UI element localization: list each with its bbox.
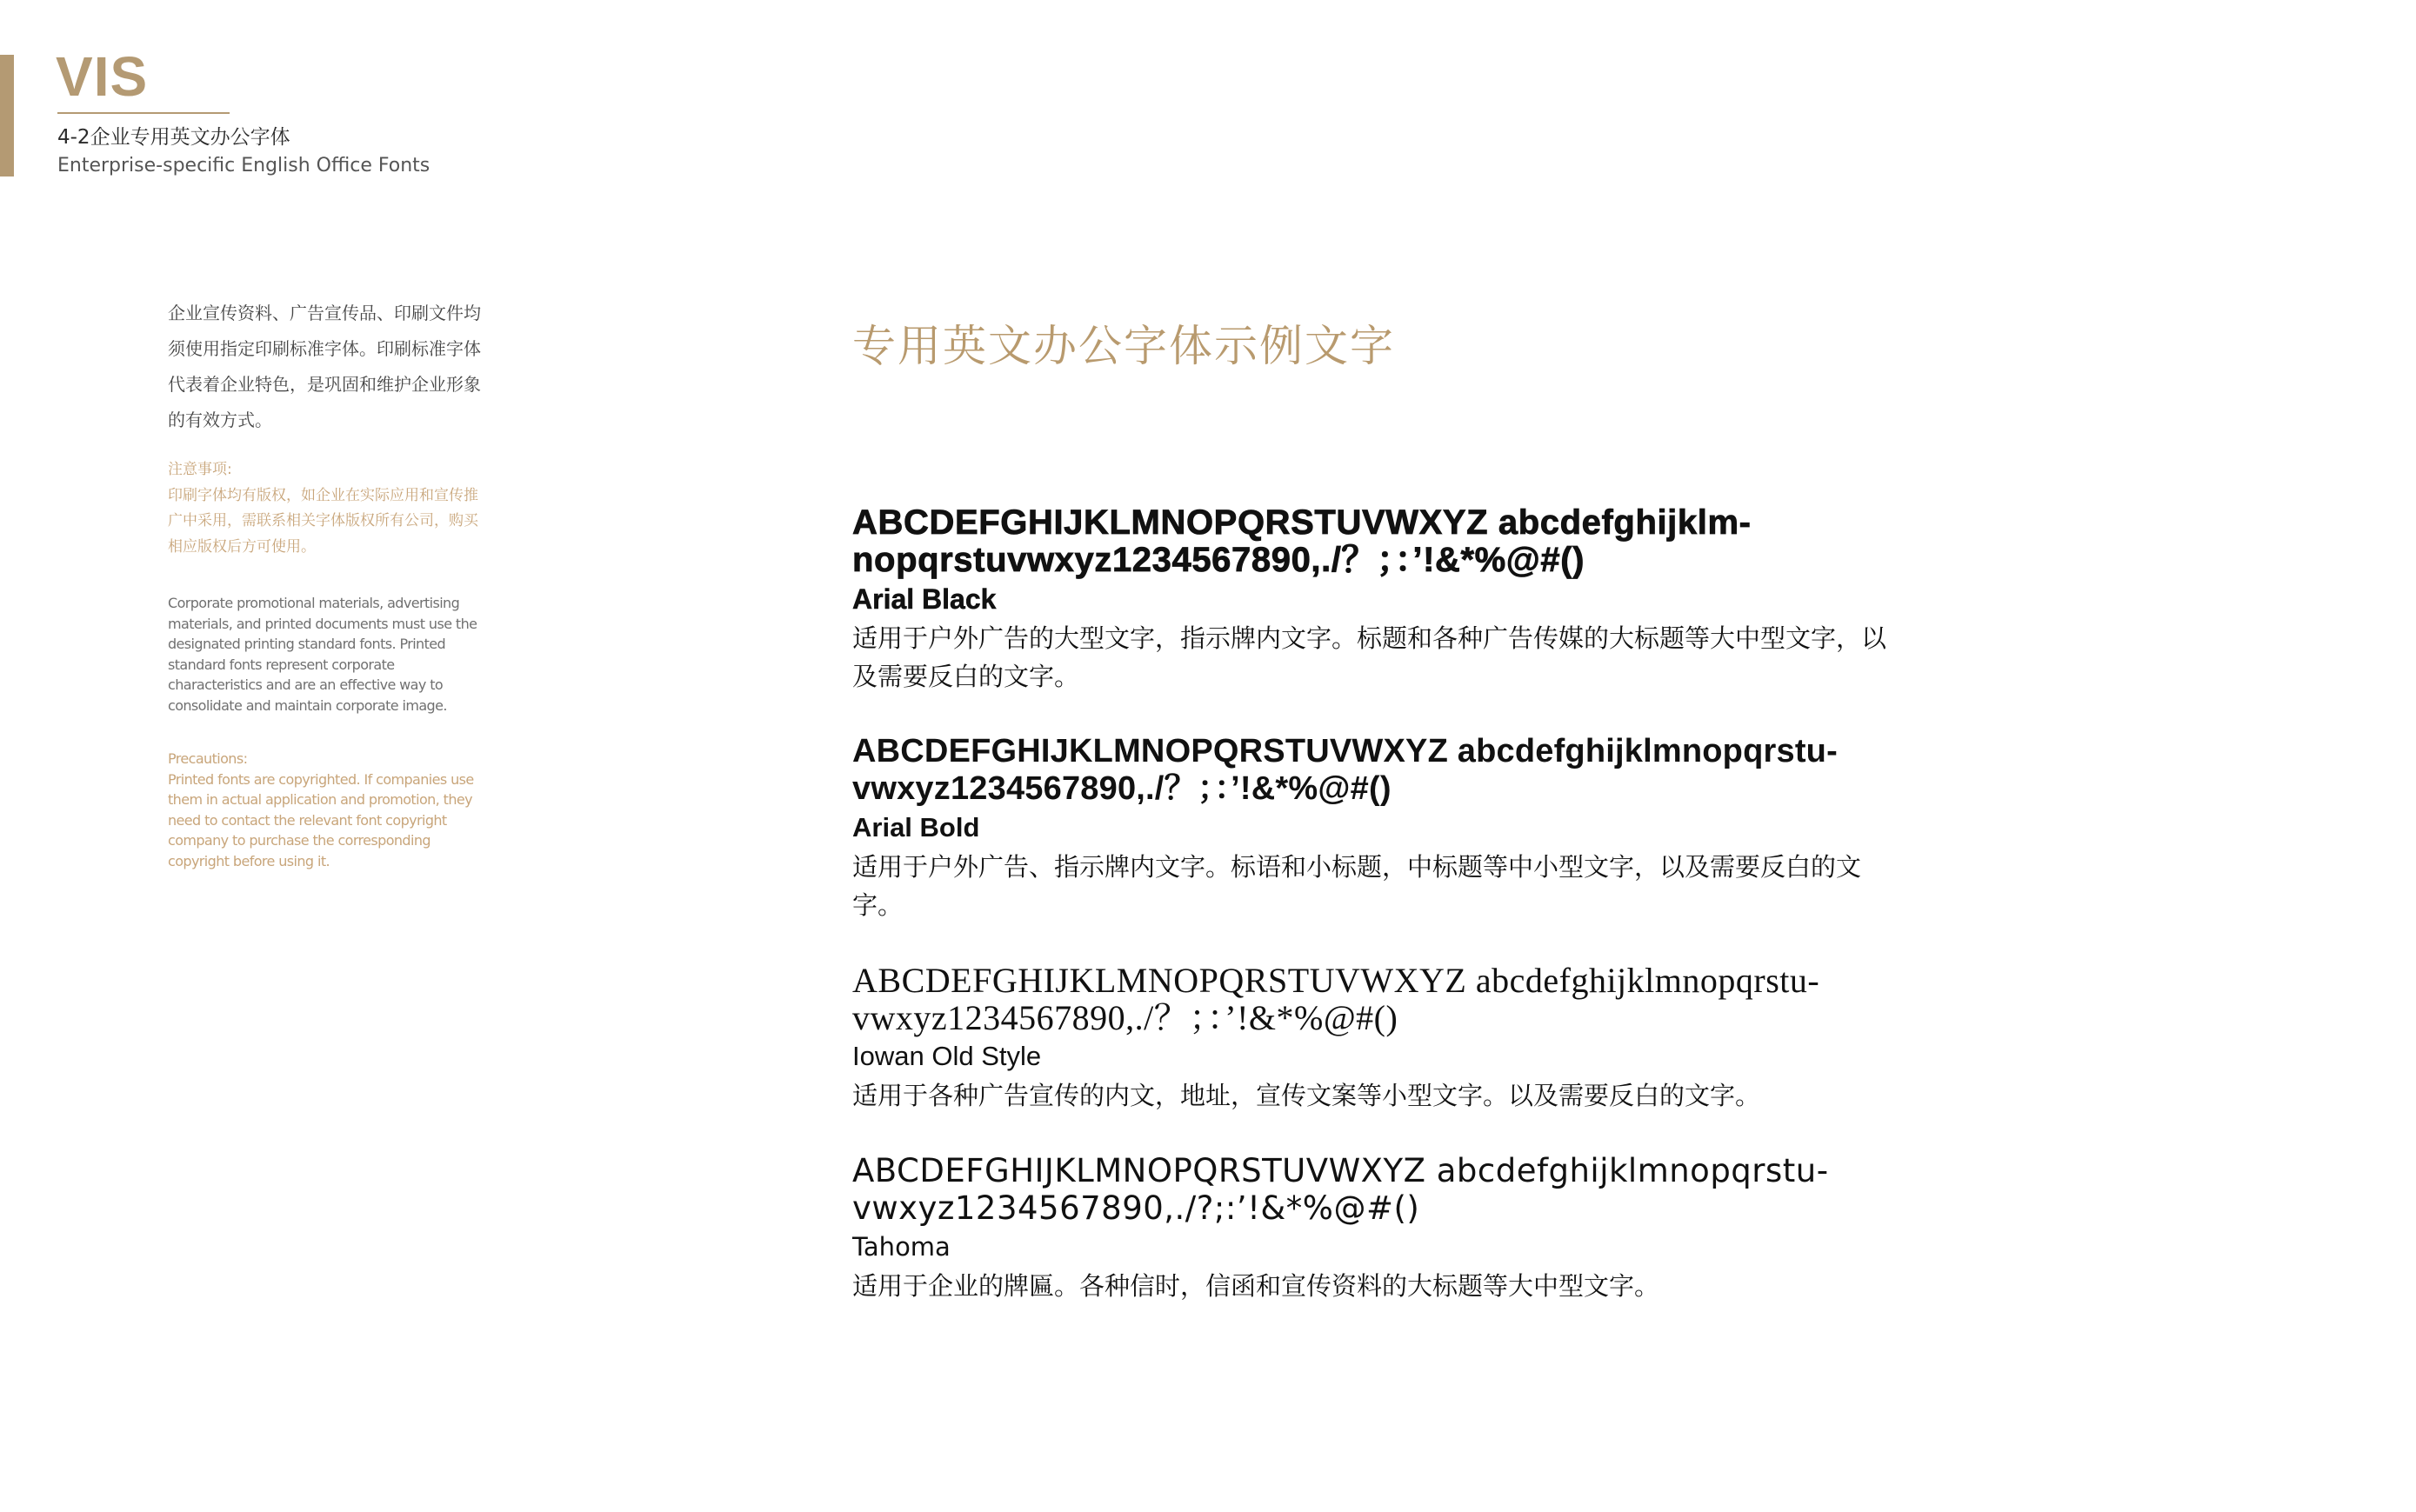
font-name: Iowan Old Style	[852, 1041, 1042, 1071]
sample-glyphs-line-1: ABCDEFGHIJKLMNOPQRSTUVWXYZ abcdefghijklmnopqrstu-	[852, 733, 1838, 769]
font-name: Arial Bold	[852, 812, 980, 843]
precautions-title-en: Precautions:	[168, 750, 248, 767]
section-title-en: Enterprise-specific English Office Fonts	[57, 155, 430, 177]
main-heading: 专用英文办公字体示例文字	[852, 321, 1395, 371]
font-sample-arial-bold	[852, 733, 1905, 924]
font-sample-iowan-old-style	[852, 962, 1905, 1115]
header-divider	[57, 112, 230, 114]
vis-logo: VIS	[56, 45, 149, 108]
intro-text-cn: 企业宣传资料、广告宣传品、印刷文件均须使用指定印刷标准字体。印刷标准字体代表着企业特色，是巩固和维护企业形象的有效方式。	[168, 303, 481, 430]
font-sample-tahoma	[852, 1152, 1905, 1305]
sample-glyphs-line-2: vwxyz1234567890,./？；：’!&*%@#()	[852, 770, 1392, 807]
precautions-text-en: Printed fonts are copyrighted. If companies use them in actual application and promotion, they need to contact the relevant font copyright company to purchase the corresponding copyright before using it.	[168, 770, 474, 869]
font-usage-description: 适用于户外广告的大型文字，指示牌内文字。标题和各种广告传媒的大标题等大中型文字，以及需要反白的文字。	[852, 623, 1887, 691]
notice-title-cn: 注意事项:	[168, 461, 232, 478]
intro-text-en: Corporate promotional materials, advertising materials, and printed documents must use the designated printing standard fonts. Printed standard fonts represent corporate characteristics and are an effective way to consolidate and maintain corporate image.	[168, 595, 477, 714]
left-description-column	[168, 296, 481, 871]
sample-glyphs-line-1: ABCDEFGHIJKLMNOPQRSTUVWXYZ abcdefghijklmnopqrstu-	[852, 1152, 1829, 1189]
sample-glyphs-line-2: vwxyz1234567890,./?;:’!&*%@#()	[852, 1189, 1420, 1227]
font-usage-description: 适用于户外广告、指示牌内文字。标语和小标题，中标题等中小型文字，以及需要反白的文字。	[852, 852, 1862, 920]
font-usage-description: 适用于各种广告宣传的内文，地址，宣传文案等小型文字。以及需要反白的文字。	[852, 1081, 1761, 1110]
sample-glyphs-line-1: ABCDEFGHIJKLMNOPQRSTUVWXYZ abcdefghijklmnopqrstu-	[852, 961, 1820, 1000]
font-name: Tahoma	[852, 1232, 951, 1262]
section-title-cn: 4-2企业专用英文办公字体	[57, 126, 290, 149]
font-sample-arial-black	[852, 504, 1905, 696]
accent-side-bar	[0, 55, 14, 177]
font-name: Arial Black	[852, 583, 997, 615]
sample-glyphs-line-2: vwxyz1234567890,./？；：’!&*%@#()	[852, 998, 1398, 1037]
font-usage-description: 适用于企业的牌匾。各种信时，信函和宣传资料的大标题等大中型文字。	[852, 1271, 1660, 1301]
sample-glyphs-line-2: nopqrstuvwxyz1234567890,./？；：’!&*%@#()	[852, 541, 1585, 579]
sample-glyphs-line-1: ABCDEFGHIJKLMNOPQRSTUVWXYZ abcdefghijklm-	[852, 503, 1752, 542]
notice-text-cn: 印刷字体均有版权，如企业在实际应用和宣传推广中采用，需联系相关字体版权所有公司，购买相应版权后方可使用。	[168, 486, 478, 556]
